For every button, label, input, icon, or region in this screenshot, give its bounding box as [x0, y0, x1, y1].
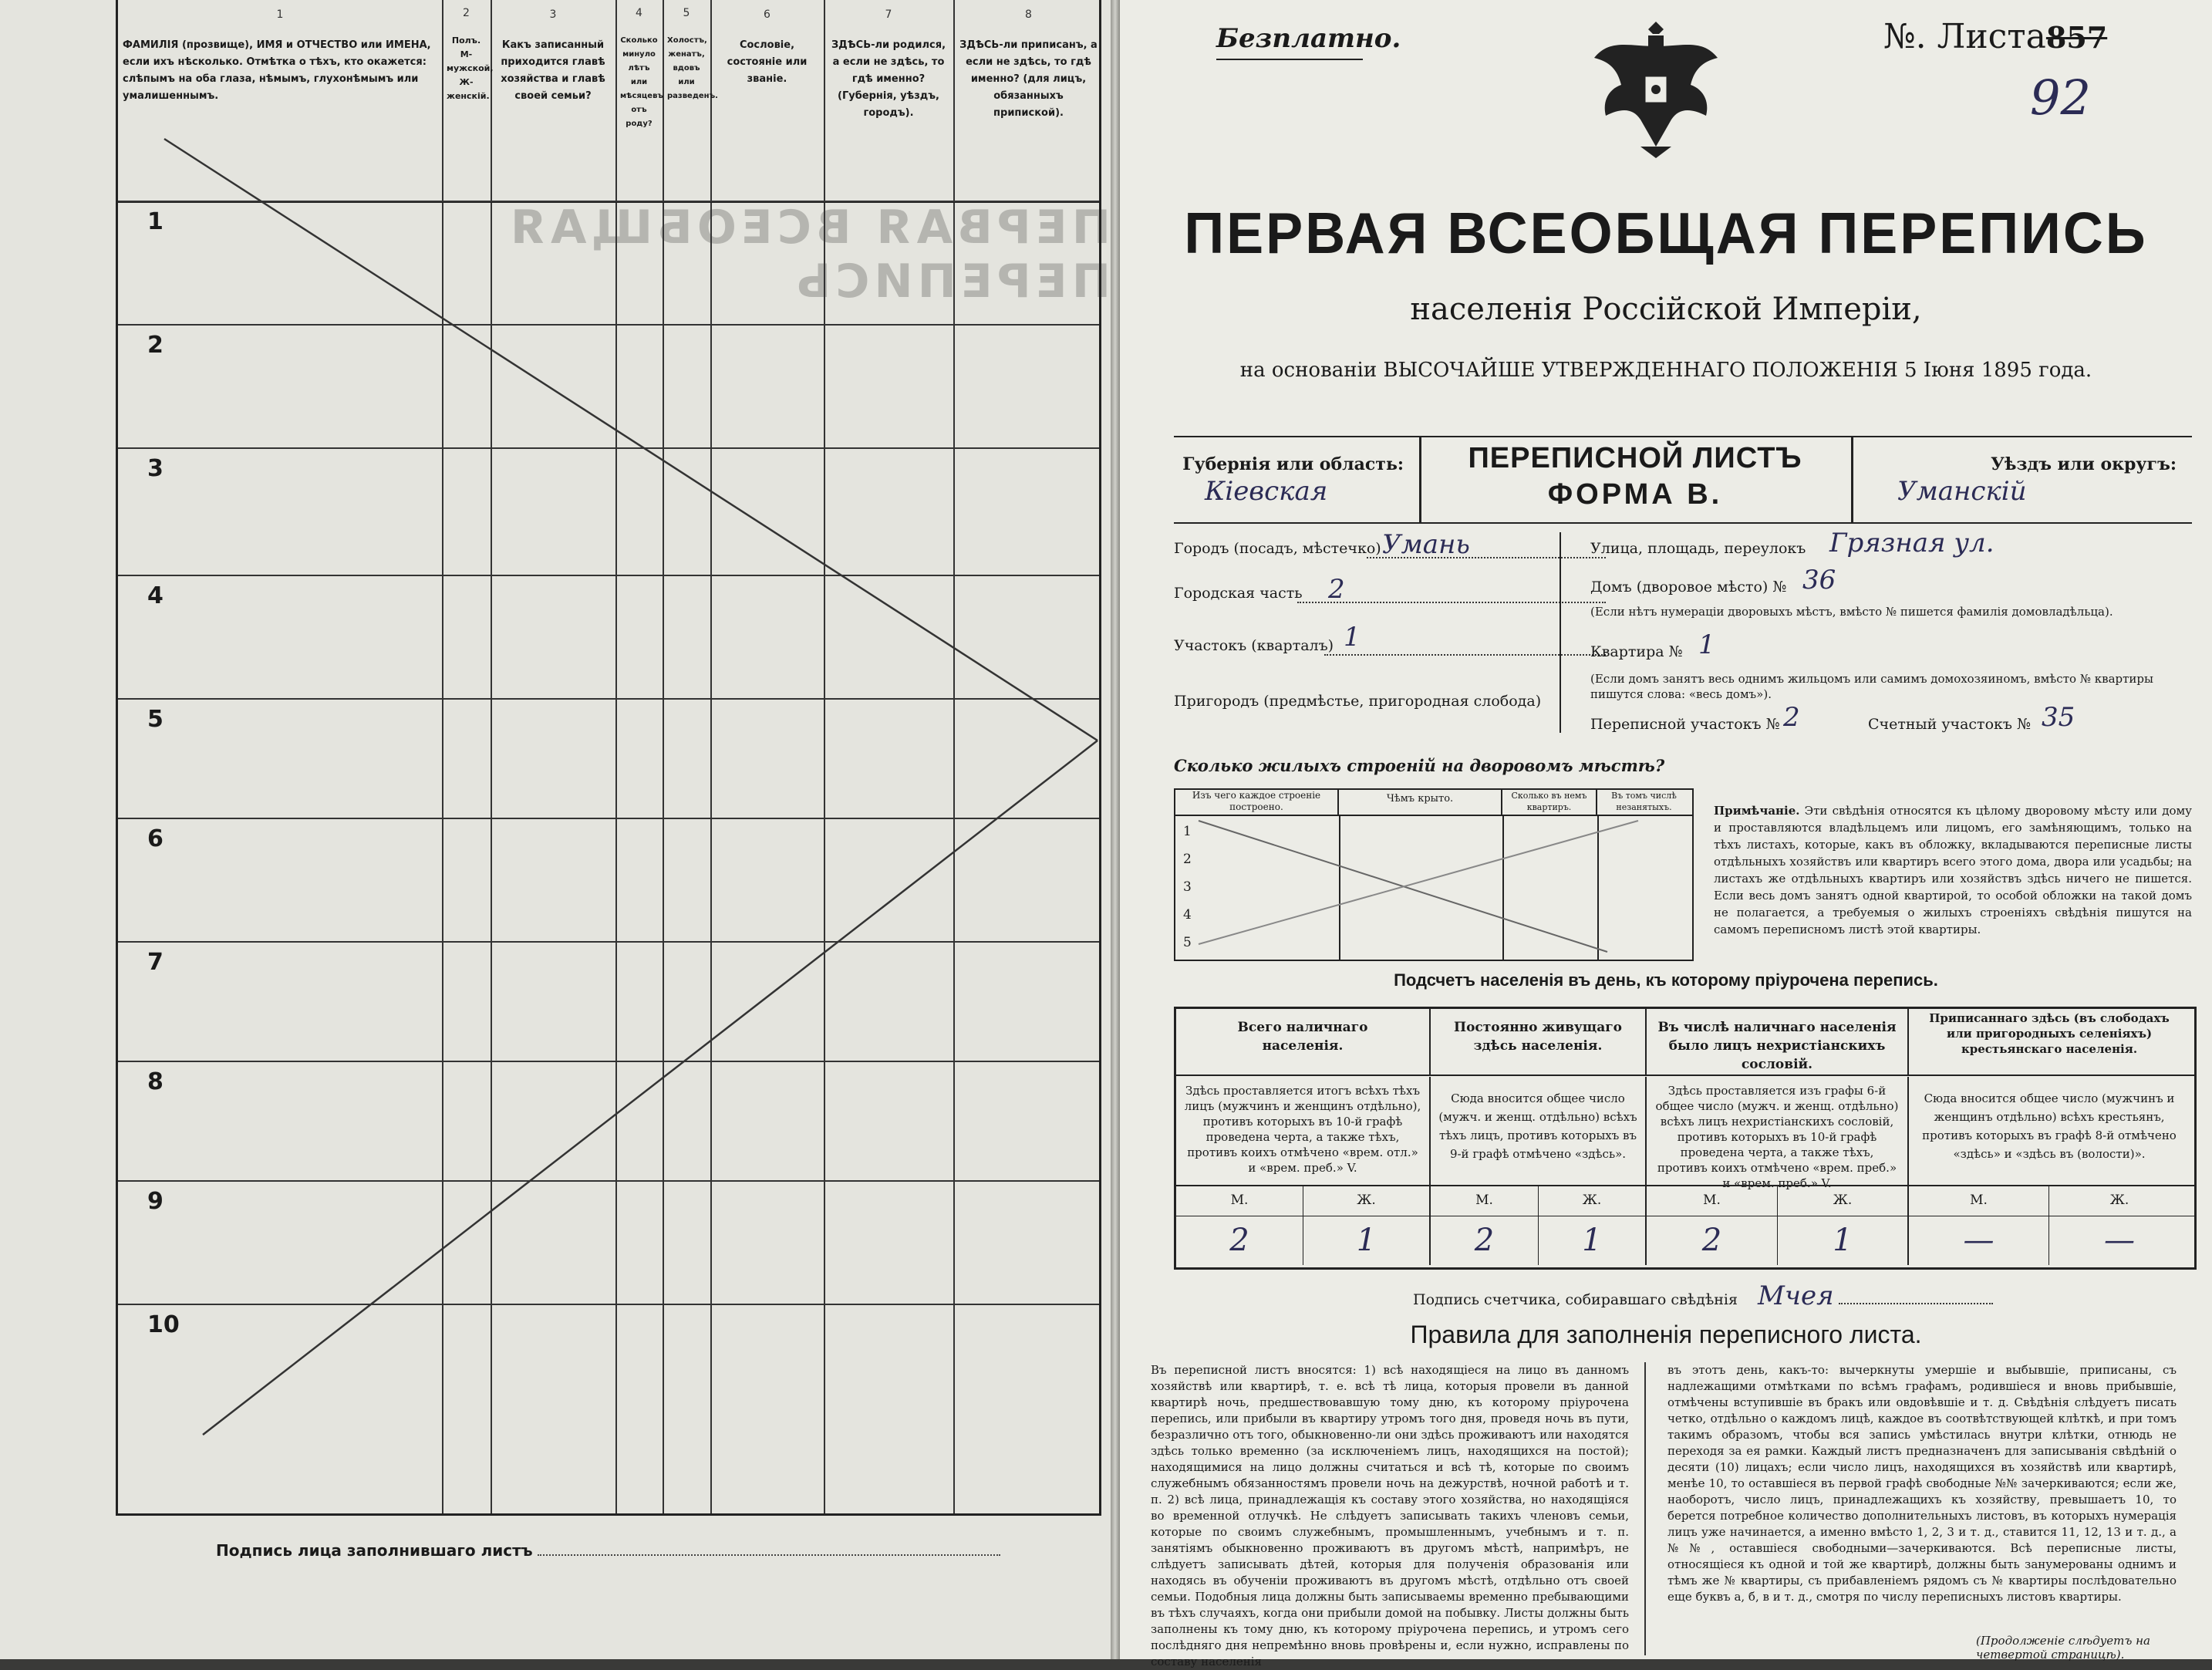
sheet-number: №. Листа857 — [1883, 17, 2108, 56]
header-birthplace: 7 ЗДѢСЬ-ли родился, а если не здѣсь, то гдѣ именно? (Губернія, уѣздъ, городъ). — [831, 8, 946, 119]
rules-divider — [1644, 1362, 1646, 1655]
table-row: 8 — [118, 1061, 1099, 1062]
sex-label: Ж. — [1539, 1185, 1647, 1216]
address-divider — [1560, 532, 1561, 733]
sex-label: Ж. — [2109, 1193, 2129, 1208]
district-box — [1851, 437, 2192, 522]
building-row-number: 3 — [1183, 879, 1192, 895]
building-row-number: 4 — [1183, 907, 1192, 923]
bleed-through-text: ПЕРВАЯ ВСЕОБЩАЯ ПЕРЕПИСЬ — [505, 201, 1111, 309]
address-right — [1590, 528, 2200, 747]
district-value: Уманскій — [1897, 476, 2027, 507]
header-sex: 2 Полъ. М-мужской, Ж-женскій. — [447, 7, 494, 101]
form-title: ПЕРЕПИСНОЙ ЛИСТЪ — [1468, 442, 1802, 474]
population-value: 2 — [1176, 1216, 1303, 1265]
form-title-box — [1419, 437, 1853, 522]
population-note: Сюда вносится общее число (мужч. и женщ. отдѣльно) всѣхъ тѣхъ лицъ, противъ которыхъ въ 9-й графѣ отмѣчено «здѣсь». — [1431, 1077, 1647, 1185]
precinct-field: Участокъ (кварталъ) 1 — [1174, 637, 1606, 682]
population-header: Всего наличнаго населенія. — [1176, 1009, 1431, 1075]
buildings-note: Примѣчаніе. Эти свѣдѣнія относятся къ цѣлому дворовому мѣсту или дому и проставляются владѣльцемъ или лицомъ, его замѣняющимъ, только на тѣхъ листахъ, которые, какъ въ обложку, вкладываются переписные листы отдѣльныхъ хозяйствъ или квартиръ всего этого дома, двора или усадьбы; на листахъ же отдѣльныхъ квартиръ или хозяйствъ здѣсь ничего не пишется. Если весь домъ занятъ одной квартирой, то особой обложки на такой домъ не полагается, а требуемыя о жилыхъ строеніяхъ свѣдѣнія пишутся на самомъ переписномъ листѣ этой квартиры. — [1714, 804, 2192, 936]
continuation-note: (Продолженіе слѣдуетъ на четвертой страницѣ). — [1976, 1634, 2150, 1662]
buildings-header: Чѣмъ крыто. — [1339, 790, 1502, 815]
population-value: 1 — [1539, 1216, 1647, 1265]
city-field: Городъ (посадъ, мѣстечко) Умань — [1174, 540, 1606, 585]
strike-through-lines — [118, 0, 1104, 1516]
street-field: Улица, площадь, переулокъ Грязная ул. — [1590, 528, 1995, 558]
header-marital: 5 Холостъ, женатъ, вдовъ или разведенъ. — [667, 7, 718, 100]
table-row: 7 — [118, 941, 1099, 943]
building-row-number: 5 — [1183, 935, 1192, 950]
sex-label: М. — [1431, 1185, 1539, 1216]
table-row: 10 — [118, 1304, 1099, 1305]
district-label: Уѣздъ или округъ: — [1991, 454, 2177, 474]
buildings-header: Въ томъ числѣ незанятыхъ. — [1611, 791, 1677, 812]
table-row: 5 — [118, 698, 1099, 700]
house-field: Домъ (дворовое мѣсто) № 36 — [1590, 565, 1836, 595]
census-field: Переписной участокъ № 2 Счетный участокъ № 35 — [1590, 702, 2075, 733]
legal-basis: на основаніи ВЫСОЧАЙШЕ УТВЕРЖДЕННАГО ПОЛОЖЕНІЯ 5 Іюня 1895 года. — [1239, 359, 2092, 382]
left-page — [0, 0, 1111, 1659]
building-row-number: 2 — [1183, 852, 1192, 867]
population-title: Подсчетъ населенія въ день, къ которому пріурочена перепись. — [1394, 970, 1938, 990]
suburb-field: Пригородъ (предмѣстье, пригородная слобода) — [1174, 693, 1542, 710]
rules-column-2: въ этотъ день, какъ-то: вычеркнуты умершіе и выбывшіе, приписаны, съ надлежащими отмѣтками по всѣмъ графамъ, родившіеся и вновь прибывшіе, отмѣчены вступившіе въ бракъ или овдовѣвшіе и т. д. Свѣдѣнія слѣдуетъ писать четко, отдѣльно о каждомъ лицѣ, каждое въ соотвѣтствующей клѣткѣ, и при томъ такимъ образомъ, чтобы вся запись умѣстилась внутри клѣтки, отнюдь не переходя за ея рамки. Каждый листъ предназначенъ для записыванія свѣдѣній о десяти (10) лицахъ; если число лицъ, находящихся въ хозяйствѣ или квартирѣ, менѣе 10, то оставшіеся въ первой графѣ свободные №№ зачеркиваются; если же, наоборотъ, число лицъ, принадлежащихъ къ хозяйству, превышаетъ 10, то берется потребное количество дополнительныхъ листовъ, въ которыхъ нумерація лицъ уже начинается, а именно вмѣсто 1, 2, 3 и т. д., ставится 11, 12, 13 и т. д., а №№, оставшіеся свободными—зачеркиваются. Всѣ переписные листы, относящіеся къ одной и той же квартирѣ, должны быть занумерованы однимъ и тѣмъ же № квартиры, съ прибавленіемъ рядомъ съ № квартиры послѣдовательно еще буквъ а, б, в и т. д., смотря по числу переписныхъ листовъ квартиры. — [1667, 1363, 2177, 1604]
free-label: Безплатно. — [1216, 23, 1401, 54]
population-value: 2 — [1431, 1216, 1539, 1265]
apartment-note: (Если домъ занятъ весь однимъ жильцомъ или самимъ домохозяиномъ, вмѣсто № квартиры пишутся слова: «весь домъ»). — [1590, 672, 2153, 701]
header-registered: 8 ЗДѢСЬ-ли приписанъ, а если не здѣсь, то гдѣ именно? (для лицъ, обязанныхъ припиской). — [959, 8, 1098, 119]
book-spine — [1111, 0, 1120, 1659]
buildings-header: Изъ чего каждое строеніе построено. — [1175, 790, 1339, 815]
sex-label: М. — [1909, 1185, 2049, 1216]
header-name: 1 ФАМИЛІЯ (прозвище), ИМЯ и ОТЧЕСТВО или ИМЕНА, если ихъ нѣсколько. Отмѣтка о тѣхъ, кто окажется: слѣпымъ на оба глаза, нѣмымъ, глухонѣмымъ или умалишеннымъ. — [123, 8, 431, 102]
population-table — [1174, 1007, 2197, 1270]
person-table — [116, 0, 1101, 1516]
population-value: 1 — [1778, 1216, 1909, 1265]
buildings-strike-lines — [1175, 790, 1692, 960]
table-row: 3 — [118, 447, 1099, 449]
city-part-field: Городская часть 2 — [1174, 585, 1606, 629]
free-underline — [1216, 59, 1363, 60]
buildings-header: Сколько въ немъ квартиръ. — [1502, 790, 1597, 815]
population-note: Сюда вносится общее число (мужчинъ и женщинъ отдѣльно) всѣхъ крестьянъ, противъ которыхъ въ графѣ 8-й отмѣчено «здѣсь» и «здѣсь въ (волости)». — [1922, 1091, 2177, 1161]
address-left — [1174, 529, 1606, 727]
table-row: 1 — [118, 201, 1099, 202]
building-row-number: 1 — [1183, 824, 1192, 839]
sex-label-row — [1176, 1185, 2194, 1216]
form-header-box — [1174, 436, 2192, 524]
population-value: — — [2104, 1223, 2135, 1258]
population-note: Здѣсь проставляется итогъ всѣхъ тѣхъ лицъ (мужчинъ и женщинъ отдѣльно), противъ которыхъ въ 10-й графѣ проведена черта, а также тѣхъ, противъ коихъ отмѣчено «врем. отл.» и «врем. преб.» V. — [1176, 1077, 1431, 1185]
table-row: 2 — [118, 324, 1099, 326]
page-title: ПЕРВАЯ ВСЕОБЩАЯ ПЕРЕПИСЬ — [1184, 201, 2148, 266]
table-row: 9 — [118, 1180, 1099, 1182]
population-value: 1 — [1303, 1216, 1431, 1265]
population-note: Здѣсь проставляется изъ графы 6-й общее число (мужч. и женщ. отдѣльно) всѣхъ лицъ нехристіанскихъ сословій, противъ которыхъ въ 10-й графѣ проведена черта, а также тѣхъ, противъ коихъ отмѣчено «врем. преб.» и «врем. преб.» V. — [1647, 1077, 1909, 1185]
apartment-field: Квартира № 1 — [1590, 629, 1715, 660]
header-relation: 3 Какъ записанный приходится главѣ хозяйства и главѣ своей семьи? — [501, 8, 605, 102]
table-row: 6 — [118, 818, 1099, 819]
population-header: Приписаннаго здѣсь (въ слободахъ или пригородныхъ селеніяхъ) крестьянскаго населенія. — [1929, 1011, 2170, 1056]
rules-title: Правила для заполненія переписного листа. — [1410, 1321, 1922, 1348]
buildings-table — [1174, 788, 1694, 961]
province-label: Губернія или область: — [1182, 454, 1404, 474]
province-value: Кіевская — [1205, 476, 1328, 507]
population-values-row — [1176, 1216, 2194, 1265]
buildings-question: Сколько жилыхъ строеній на дворовомъ мѣстѣ? — [1174, 756, 1665, 775]
population-header: Постоянно живущаго здѣсь населенія. — [1431, 1009, 1647, 1075]
imperial-eagle-icon — [1587, 15, 1725, 162]
table-row: 4 — [118, 575, 1099, 576]
province-box — [1174, 437, 1421, 522]
sex-label: Ж. — [1303, 1185, 1431, 1216]
filler-signature: Подпись лица заполнившаго листъ — [216, 1541, 1000, 1560]
page-subtitle: населенія Россійской Имперіи, — [1410, 292, 1922, 327]
form-letter: ФОРМА В. — [1547, 478, 1723, 511]
sex-label: Ж. — [1778, 1185, 1909, 1216]
population-value: — — [1909, 1216, 2049, 1265]
population-value: 2 — [1647, 1216, 1778, 1265]
handwritten-sheet-number: 92 — [2030, 69, 2091, 126]
population-header: Въ числѣ наличнаго населенія было лицъ нехристіанскихъ сословій. — [1647, 1009, 1909, 1075]
rules-column-1: Въ переписной листъ вносятся: 1) всѣ находящіеся на лицо въ данномъ хозяйствѣ или квартирѣ, т. е. всѣ тѣ лица, которыя провели въ данной квартирѣ ночь, предшествовавшую тому дню, къ которому пріурочена перепись, или прибыли въ квартиру утромъ того дня, проведя ночь въ пути, безразлично отъ того, обыкновенно-ли они здѣсь проживаютъ или находятся здѣсь только временно (за исключеніемъ лицъ, находящихся на постой); находящимися на лицо должны считаться и всѣ тѣ, которые по своимъ служебнымъ обязанностямъ провели ночь на дежурствѣ, ночной работѣ и т. п. 2) всѣ лица, принадлежащія къ составу этого хозяйства, но находящіяся во временной отлучкѣ. Не слѣдуетъ записывать такихъ членовъ семьи, которые по своимъ служебнымъ, промышленнымъ, учебнымъ и т. п. занятіямъ обыкновенно проживаютъ въ другомъ мѣстѣ, напримѣръ, не слѣдуетъ записывать дѣтей, которыя для полученія образованія или находясь въ обученіи проживаютъ въ другомъ мѣстѣ, отдѣльно отъ своей семьи. Подобныя лица должны быть записываемы временно пребывающими въ тѣхъ случаяхъ, когда они прибыли домой на побывку. Листы должны быть заполнены къ тому дню, къ которому пріурочена перепись, и утромъ сего послѣдняго дня непремѣнно вновь провѣрены и, если нужно, исправлены по составу населенія — [1151, 1363, 1629, 1668]
sex-label: М. — [1176, 1185, 1303, 1216]
sex-label: М. — [1647, 1185, 1778, 1216]
header-estate: 6 Сословіе, состояніе или званіе. — [727, 8, 808, 85]
house-note: (Если нѣтъ нумераціи дворовыхъ мѣстъ, вмѣсто № пишется фамилія домовладѣльца). — [1590, 605, 2113, 619]
counter-signature: Подпись счетчика, собиравшаго свѣдѣнія Мчея — [1413, 1280, 1993, 1311]
right-page — [1120, 0, 2212, 1668]
header-age: 4 Сколько минуло лѣтъ или мѣсяцевъ отъ роду? — [620, 7, 663, 128]
